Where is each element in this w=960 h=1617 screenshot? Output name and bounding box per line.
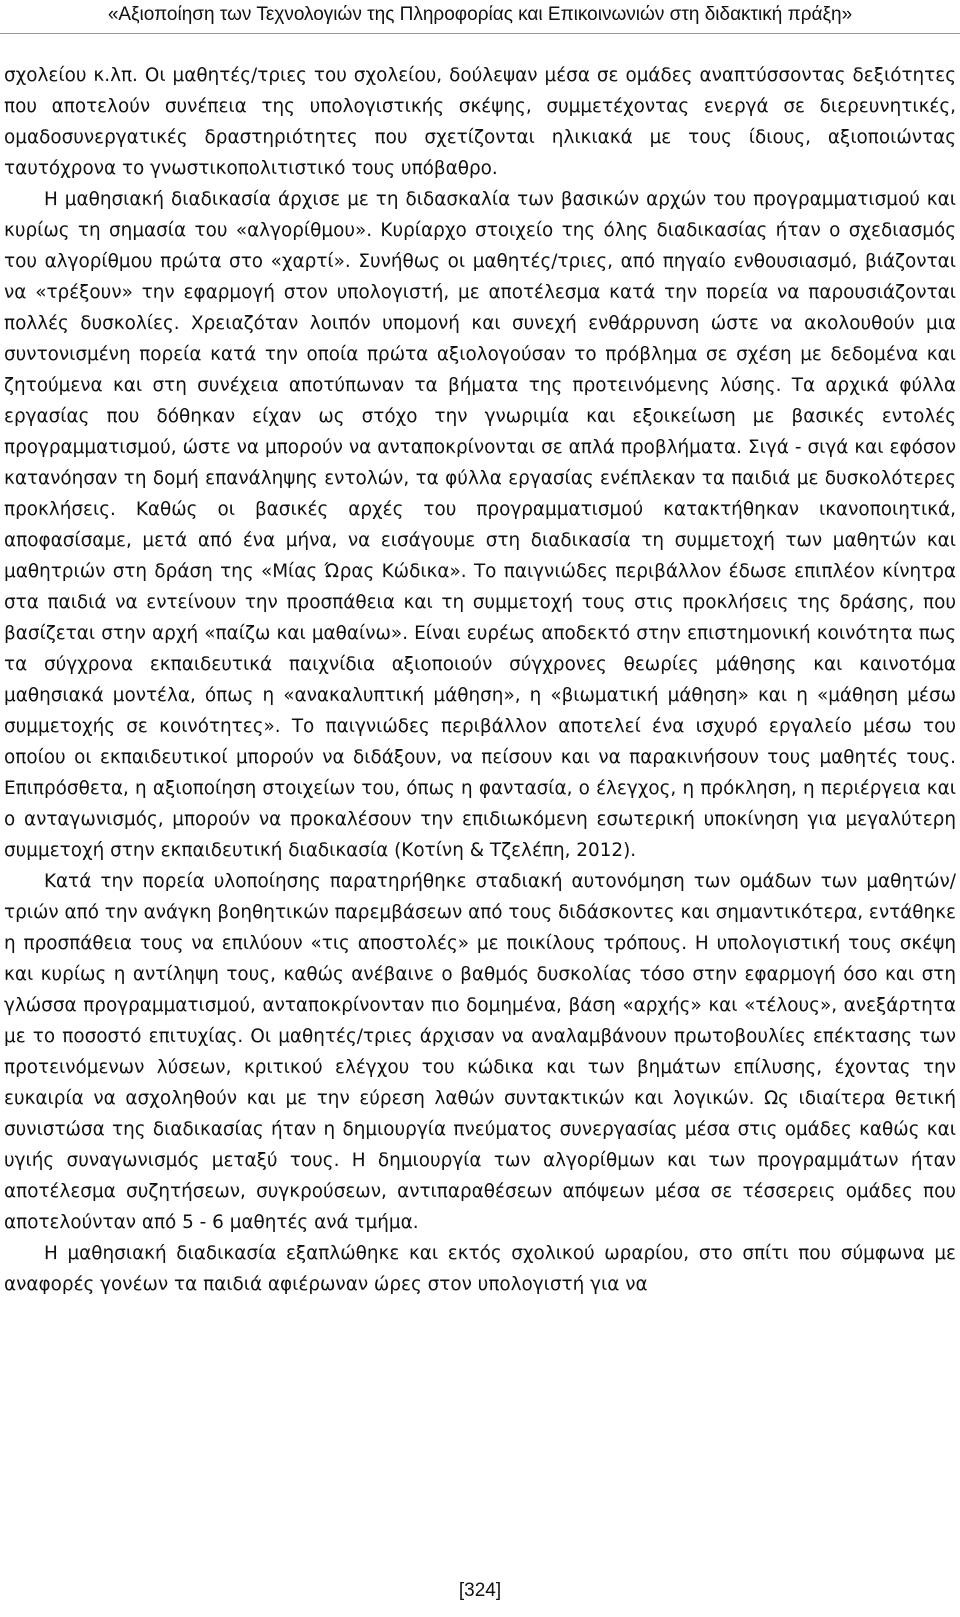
paragraph: σχολείου κ.λπ. Οι μαθητές/τριες του σχολείου, δούλεψαν μέσα σε ομάδες αναπτύσσοντας δεξιότητες που αποτελούν συνέπεια της υπολογιστικής σκέψης, συμμετέχοντας ενεργά σε διερευνητικές, ομαδοσυνεργατικές δραστηριότητες που σχετίζονται ηλικιακά με τους ίδιους, αξιοποιώντας ταυτόχρονα το γνωστικοπολιτιστικό τους υπόβαθρο.	[4, 65, 956, 179]
running-header: «Αξιοποίηση των Τεχνολογιών της Πληροφορίας και Επικοινωνιών στη διδακτική πράξη»	[0, 0, 960, 34]
page-number: [324]	[458, 1580, 502, 1601]
paragraph: Κατά την πορεία υλοποίησης παρατηρήθηκε σταδιακή αυτονόμηση των ομάδων των μαθητών/τριών από την ανάγκη βοηθητικών παρεμβάσεων από τους διδάσκοντες και σημαντικότερα, εντάθηκε η προσπάθεια τους να επιλύουν «τις αποστολές» με ποικίλους τρόπους. Η υπολογιστική τους σκέψη και κυρίως η αντίληψη τους, καθώς ανέβαινε ο βαθμός δυσκολίας τόσο στην εφαρμογή όσο και στη γλώσσα προγραμματισμού, ανταποκρίνονταν πιο δομημένα, βάση «αρχής» και «τέλους», ανεξάρτητα με το ποσοστό επιτυχίας. Οι μαθητές/τριες άρχισαν να αναλαμβάνουν πρωτοβουλίες επέκτασης των προτεινόμενων λύσεων, κριτικού ελέγχου του κώδικα και των βημάτων επίλυσης, έχοντας την ευκαιρία να ασχοληθούν και με την εύρεση λαθών συντακτικών και λογικών. Ως ιδιαίτερα θετική συνιστώσα της διαδικασίας ήταν η δημιουργία πνεύματος συνεργασίας μέσα στις ομάδες καθώς και υγιής συναγωνισμός μεταξύ τους. Η δημιουργία των αλγορίθμων και των προγραμμάτων ήταν αποτέλεσμα συζητήσεων, συγκρούσεων, αντιπαραθέσεων απόψεων μέσα σε τέσσερεις ομάδες που αποτελούνταν από 5 - 6 μαθητές ανά τμήμα.	[4, 871, 956, 1233]
paragraph: Η μαθησιακή διαδικασία άρχισε με τη διδασκαλία των βασικών αρχών του προγραμματισμού και κυρίως τη σημασία του «αλγορίθμου». Κυρίαρχο στοιχείο της όλης διαδικασίας ήταν ο σχεδιασμός του αλγορίθμου πρώτα στο «χαρτί». Συνήθως οι μαθητές/τριες, από πηγαίο ενθουσιασμό, βιάζονται να «τρέξουν» την εφαρμογή στον υπολογιστή, με αποτέλεσμα κατά την πορεία να παρουσιάζονται πολλές δυσκολίες. Χρειαζόταν λοιπόν υπομονή και συνεχή ενθάρρυνση ώστε να ακολουθούν μια συντονισμένη πορεία κατά την οποία πρώτα αξιολογούσαν το πρόβλημα σε σχέση με δεδομένα και ζητούμενα και στη συνέχεια αποτύπωναν τα βήματα της προτεινόμενης λύσης. Τα αρχικά φύλλα εργασίας που δόθηκαν είχαν ως στόχο την γνωριμία και εξοικείωση με βασικές εντολές προγραμματισμού, ώστε να μπορούν να ανταποκρίνονται σε απλά προβλήματα. Σιγά - σιγά και εφόσον κατανόησαν τη δομή επανάληψης εντολών, τα φύλλα εργασίας ενέπλεκαν τα παιδιά με δυσκολότερες προκλήσεις. Καθώς οι βασικές αρχές του προγραμματισμού κατακτήθηκαν ικανοποιητικά, αποφασίσαμε, μετά από ένα μήνα, να εισάγουμε στη διαδικασία τη συμμετοχή των μαθητών και μαθητριών στη δράση της «Μίας Ώρας Κώδικα». Το παιγνιώδες περιβάλλον έδωσε επιπλέον κίνητρα στα παιδιά να εντείνουν την προσπάθεια και τη συμμετοχή τους στις προκλήσεις της δράσης, που βασίζεται στην αρχή «παίζω και μαθαίνω». Είναι ευρέως αποδεκτό στην επιστημονική κοινότητα πως τα σύγχρονα εκπαιδευτικά παιχνίδια αξιοποιούν σύγχρονες θεωρίες μάθησης και καινοτόμα μαθησιακά μοντέλα, όπως η «ανακαλυπτική μάθηση», η «βιωματική μάθηση» και η «μάθηση μέσω συμμετοχής σε κοινότητες». Το παιγνιώδες περιβάλλον αποτελεί ένα ισχυρό εργαλείο μέσω του οποίου οι εκπαιδευτικοί μπορούν να διδάξουν, να πείσουν και να παρακινήσουν τους μαθητές τους. Επιπρόσθετα, η αξιοποίηση στοιχείων του, όπως η φαντασία, ο έλεγχος, η πρόκληση, η περιέργεια και ο ανταγωνισμός, μπορούν να προκαλέσουν την επιδιωκόμενη εσωτερική υποκίνηση για μεγαλύτερη συμμετοχή στην εκπαιδευτική διαδικασία (Κοτίνη & Τζελέπη, 2012).	[4, 189, 956, 861]
paragraph: Η μαθησιακή διαδικασία εξαπλώθηκε και εκτός σχολικού ωραρίου, στο σπίτι που σύμφωνα με αναφορές γονέων τα παιδιά αφιέρωναν ώρες στον υπολογιστή για να	[4, 1243, 956, 1295]
body-text	[4, 60, 956, 1300]
